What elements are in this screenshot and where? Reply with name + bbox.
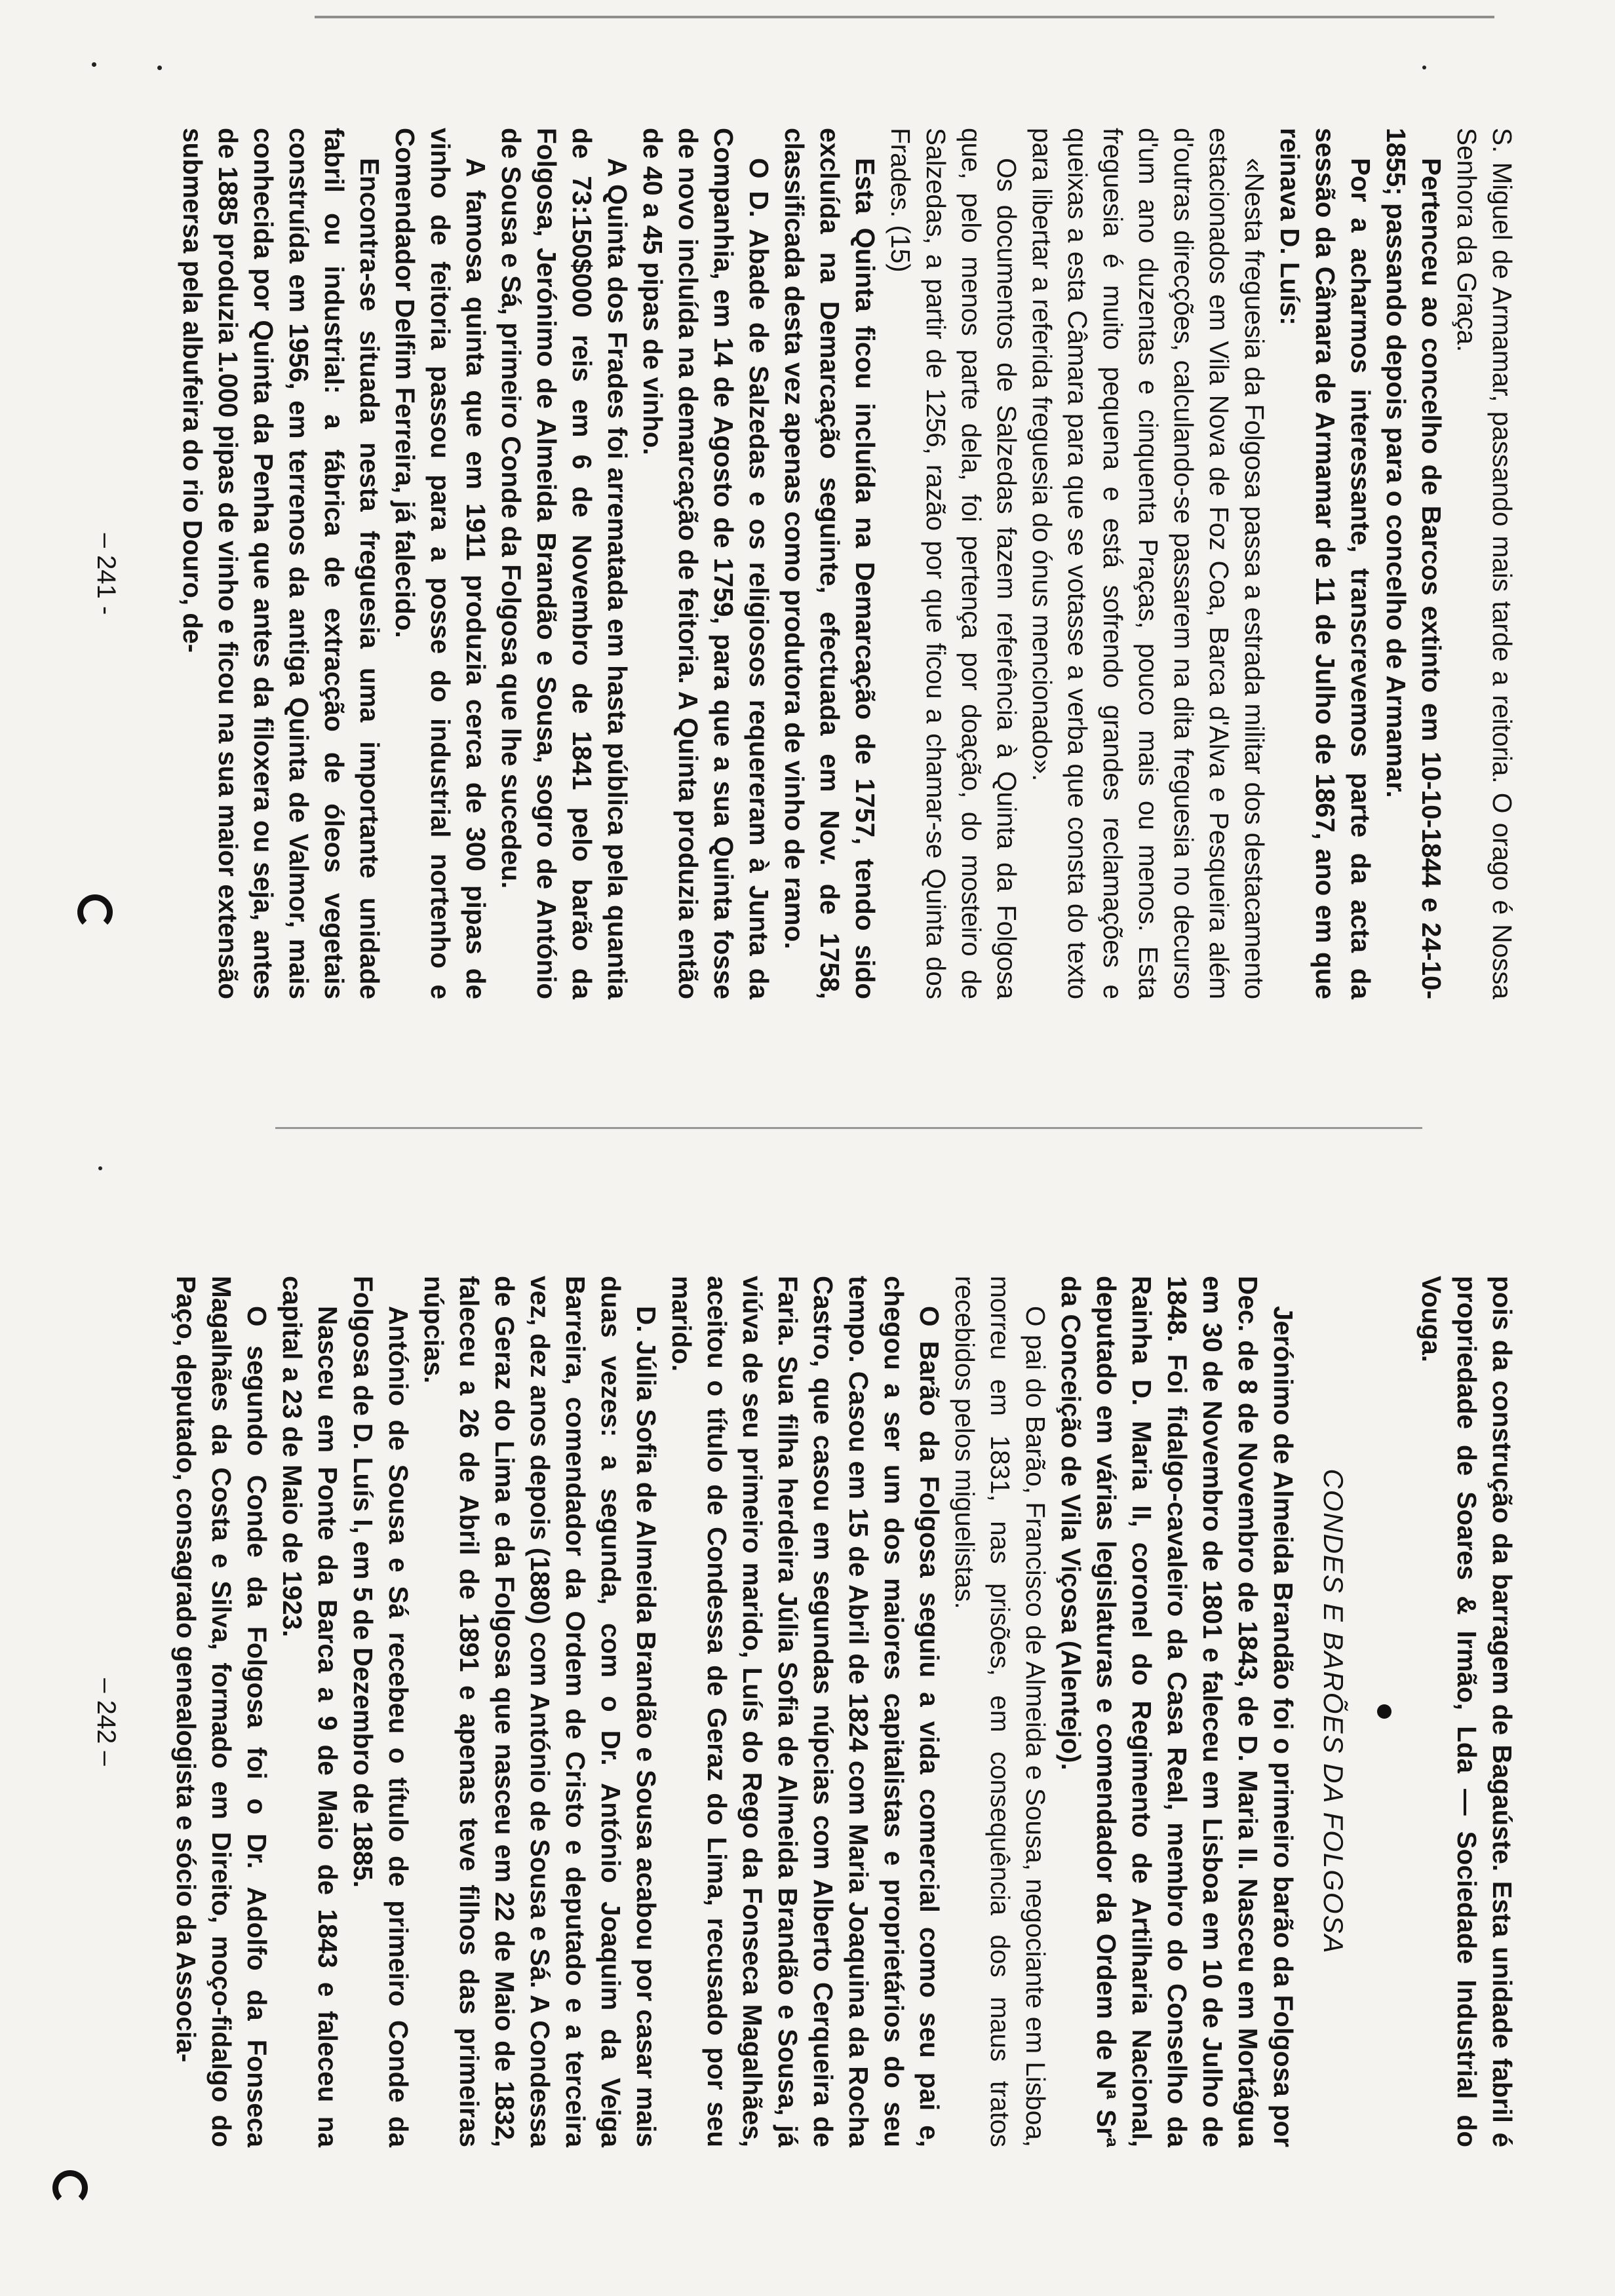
paragraph: O segundo Conde da Folgosa foi o Dr. Adolfo da Fonseca Magalhães da Costa e Silva, formado em Direito, moço-fidalgo do Paço, deputado, consagrado genealogista e sócio da Associa- — [171, 1276, 272, 2147]
paragraph: A Quinta dos Frades foi arrematada em hasta pública pela quantia de 73:150$000 reis em 6 de Novembro de 1841 pelo barão da Folgosa, Jerónimo de Almeida Brandão e Sousa, sogro de António de Sousa e Sá, primeiro Conde da Folgosa que lhe sucedeu. — [496, 128, 632, 999]
paragraph: Os documentos de Salzedas fazem referência à Quinta da Folgosa que, pelo menos parte dela, foi pertença por doação, do mosteiro de Salzedas, a partir de 1256, razão por que ficou a chamar-se Quinta dos Frades. (15) — [885, 128, 1022, 999]
page-242-text — [168, 1276, 1520, 2147]
paragraph: Jerónimo de Almeida Brandão foi o primeiro barão da Folgosa por Dec. de 8 de Novembro de 1843, de D. Maria II. Nasceu em Mortágua em 30 de Novembro de 1801 e faleceu em Lisboa em 10 de Julho de 1848. Foi fidalgo-cavaleiro da Casa Real, membro do Conselho da Rainha D. Maria II, coronel do Regimento de Artilharia Nacional, deputado em várias legislaturas e comendador da Ordem de Nª Srª da Conceição de Vila Viçosa (Alentejo). — [1056, 1276, 1298, 2147]
paragraph: Esta Quinta ficou incluída na Demarcação de 1757, tendo sido excluída na Demarcação seguinte, efectuada em Nov. de 1758, classificada desta vez apenas como produtora de vinho de ramo. — [779, 128, 880, 999]
page-number: – 241 - — [92, 533, 121, 615]
paragraph: pois da construção da barragem de Bagaúste. Esta unidade fabril é propriedade de Soares & Irmão, Lda — Sociedade Industrial do Vouga. — [1416, 1276, 1517, 2147]
page-242 — [0, 1148, 1615, 2296]
paragraph: D. Júlia Sofia de Almeida Brandão e Sousa acabou por casar mais duas vezes: a segunda, com o Dr. António Joaquim da Veiga Barreira, comendador da Ordem de Cristo e deputado e a terceira vez, dez anos depois (1880) com António de Sousa e Sá. A Condessa de Geraz do Lima e da Folgosa que nasceu em 22 de Maio de 1832, faleceu a 26 de Abril de 1891 e apenas teve filhos das primeiras núpcias. — [419, 1276, 661, 2147]
paragraph: O D. Abade de Salzedas e os religiosos requereram à Junta da Companhia, em 14 de Agosto de 1759, para que a sua Quinta fosse de novo incluída na demarcação de feitoria. A Quinta produzia então de 40 a 45 pipas de vinho. — [638, 128, 774, 999]
paragraph: António de Sousa e Sá recebeu o título de primeiro Conde da Folgosa de D. Luís I, em 5 de Dezembro de 1885. — [348, 1276, 414, 2147]
binding-hole-icon — [52, 2170, 88, 2206]
paragraph: A famosa quinta que em 1911 produzia cerca de 300 pipas de vinho de feitoria passou para a posse do industrial nortenho e Comendador Delfim Ferreira, já falecido. — [390, 128, 491, 999]
paragraph: Encontra-se situada nesta freguesia uma importante unidade fabril ou industrial: a fábrica de extracção de óleos vegetais construída em 1956, em terrenos da antiga Quinta de Valmor, mais conhecida por Quinta da Penha que antes da filoxera ou seja, antes de 1885 produzia 1.000 pipas de vinho e ficou na sua maior extensão submersa pela albufeira do rio Douro, de- — [178, 128, 385, 999]
page-number: – 242 – — [92, 1678, 121, 1766]
paragraph: Pertenceu ao concelho de Barcos extinto em 10-10-1844 e 24-10-1855; passando depois para o concelho de Armamar. — [1381, 128, 1447, 999]
bullet-dot-icon — [1377, 1704, 1391, 1719]
paragraph: S. Miguel de Armamar, passando mais tarde a reitoria. O orago é Nossa Senhora da Graça. — [1452, 128, 1517, 999]
paragraph: Nasceu em Ponte da Barca a 9 de Maio de 1843 e faleceu na capital a 23 de Maio de 1923. — [277, 1276, 343, 2147]
paragraph: Por a acharmos interessante, transcrevemos parte da acta da sessão da Câmara de Armamar de 11 de Julho de 1867, ano em que reinava D. Luís: — [1275, 128, 1376, 999]
quote-paragraph: «Nesta freguesia da Folgosa passa a estrada militar dos destacamento estacionados em Vila Nova de Foz Coa, Barca d'Alva e Pesqueira além d'outras direcções, calculando-se passarem na dita freguesia no decurso d'um ano duzentas e cinquenta Praças, pouco mais ou menos. Esta freguesia é muito pequena e está sofrendo grandes reclamações e queixas a esta Câmara para que se votasse a verba que consta do texto para libertar a referida freguesia do ónus mencionado». — [1027, 128, 1270, 999]
binding-hole-icon — [77, 894, 113, 930]
paragraph: O Barão da Folgosa seguiu a vida comercial como seu pai e, chegou a ser um dos maiores capitalistas e proprietários do seu tempo. Casou em 15 de Abril de 1824 com Maria Joaquina da Rocha Castro, que casou em segundas núpcias com Alberto Cerqueira de Faria. Sua filha herdeira Júlia Sofia de Almeida Brandão e Sousa, já viúva de seu primeiro marido, Luís do Rego da Fonseca Magalhães, aceitou o título de Condessa de Geraz do Lima, recusado por seu marido. — [667, 1276, 944, 2147]
section-heading: CONDES E BARÕES DA FOLGOSA — [1318, 1468, 1349, 1955]
page-241-text — [175, 128, 1520, 999]
paragraph: O pai do Barão, Francisco de Almeida e Sousa, negociante em Lisboa, morreu em 1831, nas prisões, em consequência dos maus tratos recebidos pelos miguelistas. — [950, 1276, 1051, 2147]
